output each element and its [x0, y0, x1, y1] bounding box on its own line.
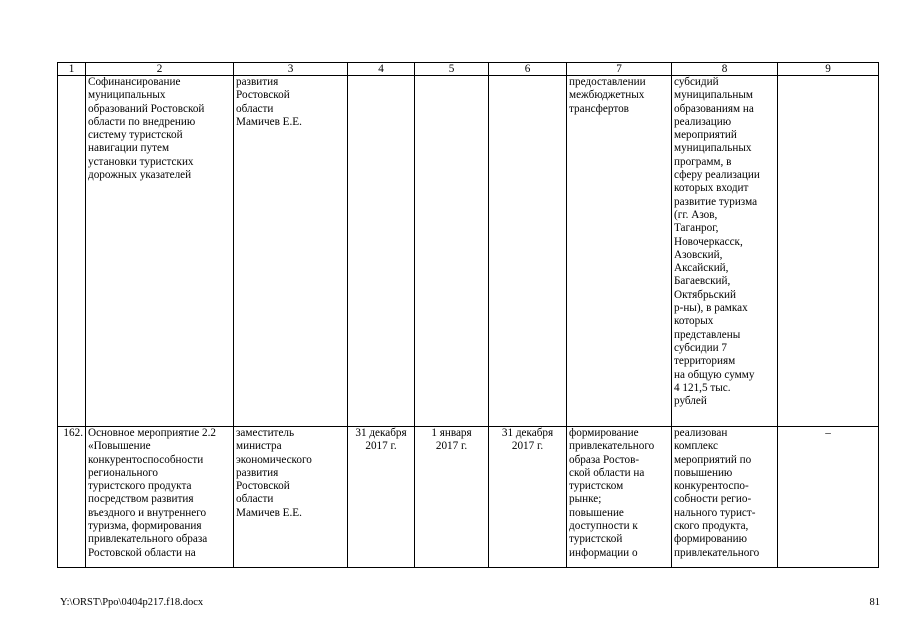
- actual-result-cell: субсидий муниципальным образованиям на реализацию мероприятий муниципальных программ, в сферу реализации которых входит развитие туризма (гг. Азов, Таганрог, Новочеркасск, Азовский, Аксайский, Багаевский, Октябрьский р-ны), в рамках которых представлены субсидии 7 территориям на общую сумму 4 121,5 тыс. рублей: [672, 76, 778, 427]
- responsible-cell: развития Ростовской области Мамичев Е.Е.: [234, 76, 348, 427]
- page-number: 81: [869, 597, 880, 608]
- row-number: [58, 76, 86, 427]
- start-date-cell: 1 января 2017 г.: [415, 427, 489, 568]
- header-cell: 1: [58, 63, 86, 76]
- header-cell: 9: [778, 63, 879, 76]
- footer-file-path: Y:\ORST\Ppo\0404p217.f18.docx: [60, 597, 204, 608]
- end-date-cell: 31 декабря 2017 г.: [489, 427, 567, 568]
- header-cell: 5: [415, 63, 489, 76]
- notes-cell: –: [778, 427, 879, 568]
- header-cell: 3: [234, 63, 348, 76]
- header-cell: 4: [348, 63, 415, 76]
- planned-date-cell: 31 декабря 2017 г.: [348, 427, 415, 568]
- actual-result-cell: реализован комплекс мероприятий по повышению конкурентоспо- собности регио- нального турист- ского продукта, формированию привлекательного: [672, 427, 778, 568]
- table-row: [58, 76, 879, 427]
- expected-result-cell: формирование привлекательного образа Ростов- ской области на туристском рынке; повышение доступности к туристской информации о: [567, 427, 672, 568]
- end-date-cell: [489, 76, 567, 427]
- header-cell: 2: [86, 63, 234, 76]
- expected-result-cell: предоставлении межбюджетных трансфертов: [567, 76, 672, 427]
- table-header-row: [58, 63, 879, 76]
- notes-cell: [778, 76, 879, 427]
- start-date-cell: [415, 76, 489, 427]
- planned-date-cell: [348, 76, 415, 427]
- responsible-cell: заместитель министра экономического развития Ростовской области Мамичев Е.Е.: [234, 427, 348, 568]
- row-number: 162.: [58, 427, 86, 568]
- header-cell: 6: [489, 63, 567, 76]
- header-cell: 8: [672, 63, 778, 76]
- table-row: [58, 427, 879, 568]
- header-cell: 7: [567, 63, 672, 76]
- document-table: [57, 62, 879, 568]
- event-name-cell: Софинансирование муниципальных образований Ростовской области по внедрению систему туристской навигации путем установки туристских дорожных указателей: [86, 76, 234, 427]
- event-name-cell: Основное мероприятие 2.2 «Повышение конкурентоспособности регионального туристского продукта посредством развития въездного и внутреннего туризма, формирования привлекательного образа Ростовской области на: [86, 427, 234, 568]
